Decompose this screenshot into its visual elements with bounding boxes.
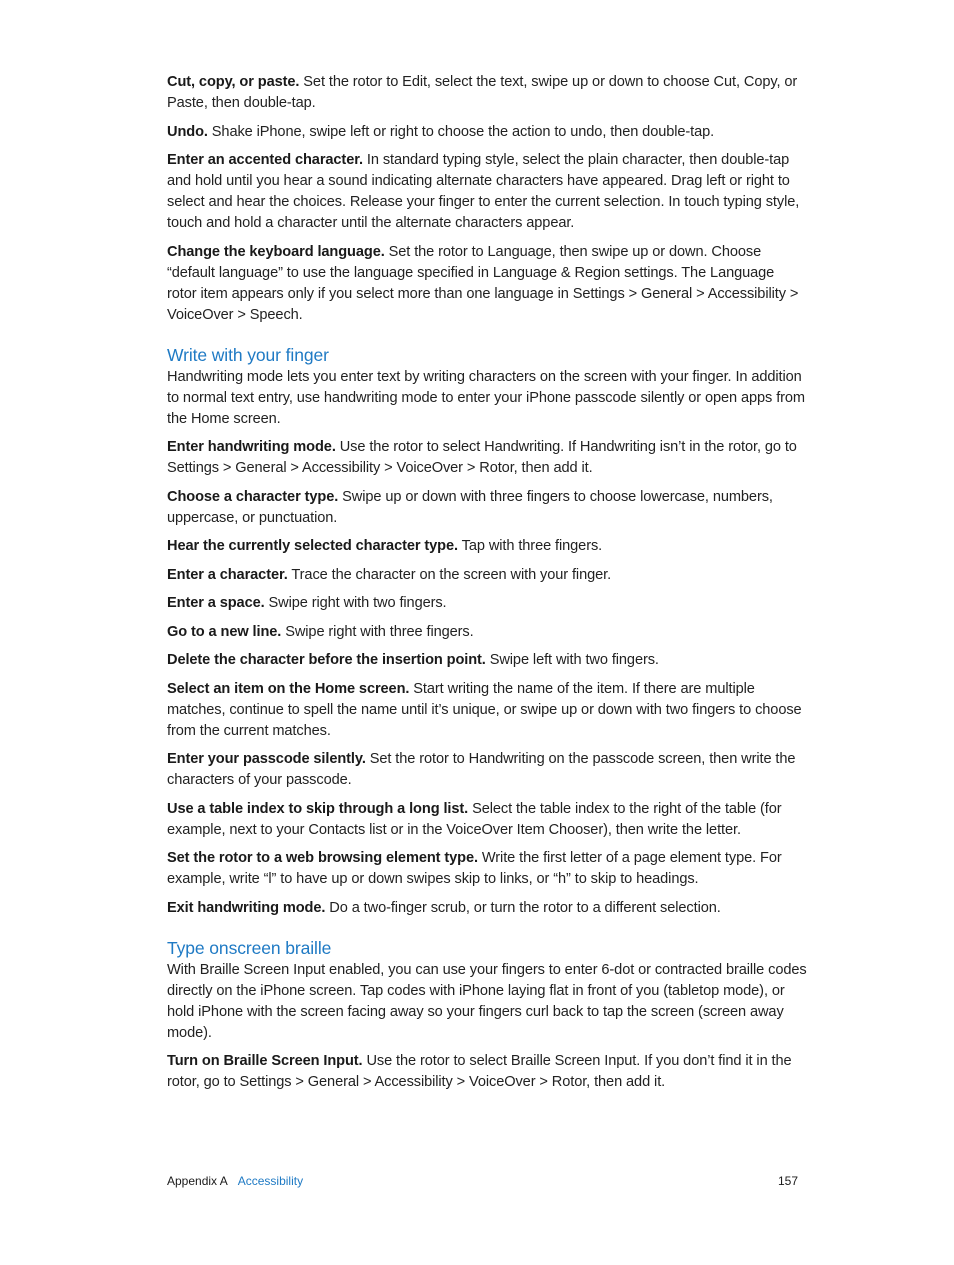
description: Use the rotor to select Handwriting. If Handwriting isn’t in the rotor, go to Settings > General > Accessibility > VoiceOver > Rotor, then add it. bbox=[167, 439, 797, 476]
footer-section-link[interactable]: Accessibility bbox=[237, 1174, 304, 1188]
term: Select an item on the Home screen. bbox=[167, 680, 410, 697]
section-intro: With Braille Screen Input enabled, you can use your fingers to enter 6-dot or contracted braille codes directly on the iPhone screen. Tap codes with iPhone laying flat in front of you (tabletop mode), or hold iPhone with the screen facing away so your fingers curl back to tap the screen (screen away mode). bbox=[167, 961, 807, 1041]
heading-onscreen-braille: Type onscreen braille bbox=[167, 937, 332, 958]
description: Tap with three fingers. bbox=[457, 538, 603, 554]
description: Trace the character on the screen with your finger. bbox=[287, 566, 612, 583]
description: Swipe up or down with three fingers to choose lowercase, numbers, uppercase, or punctuation. bbox=[167, 488, 773, 526]
page-number: 157 bbox=[777, 1174, 798, 1188]
paragraph-character-type bbox=[167, 487, 807, 529]
term: Hear the currently selected character type. bbox=[167, 538, 458, 554]
page-footer bbox=[167, 1172, 798, 1190]
description: Set the rotor to Handwriting on the passcode screen, then write the characters of your passcode. bbox=[167, 751, 796, 788]
term: Enter a space. bbox=[167, 595, 265, 611]
heading-write-with-finger: Write with your finger bbox=[167, 344, 329, 365]
paragraph-accented-character bbox=[167, 150, 807, 234]
term: Turn on Braille Screen Input. bbox=[167, 1053, 363, 1069]
paragraph-enter-space bbox=[167, 593, 807, 614]
paragraph-web-element bbox=[167, 848, 807, 890]
term: Use a table index to skip through a long list. bbox=[167, 800, 469, 817]
paragraph-exit-handwriting bbox=[167, 898, 807, 919]
description: Use the rotor to select Braille Screen Input. If you don’t find it in the rotor, go to Settings > General > Accessibility > VoiceOver > Rotor, then add it. bbox=[167, 1053, 792, 1090]
paragraph-undo bbox=[167, 122, 807, 143]
paragraph-select-home-item bbox=[167, 679, 807, 742]
term: Undo. bbox=[167, 123, 208, 140]
term: Set the rotor to a web browsing element type. bbox=[167, 850, 478, 866]
paragraph-keyboard-language bbox=[167, 242, 807, 326]
term: Enter handwriting mode. bbox=[167, 439, 336, 455]
paragraph-enter-character bbox=[167, 565, 807, 586]
term: Go to a new line. bbox=[167, 623, 282, 640]
description: In standard typing style, select the plain character, then double-tap and hold until you hear a sound indicating alternate characters have appeared. Drag left or right to select and hear the choices. Release your finger to enter the current selection. In touch typing style, touch and hold a character until the alternate characters appear. bbox=[167, 152, 800, 231]
description: Swipe left with two fingers. bbox=[485, 652, 659, 668]
paragraph-delete-character bbox=[167, 650, 807, 671]
term: Choose a character type. bbox=[167, 488, 339, 505]
paragraph-enter-handwriting bbox=[167, 437, 807, 479]
paragraph-hear-character-type bbox=[167, 536, 807, 557]
description: Swipe right with three fingers. bbox=[281, 623, 474, 640]
paragraph-cut-copy-paste bbox=[167, 72, 807, 114]
description: Shake iPhone, swipe left or right to choose the action to undo, then double-tap. bbox=[207, 123, 715, 140]
term: Enter an accented character. bbox=[167, 152, 363, 168]
paragraph-passcode bbox=[167, 749, 807, 791]
term: Enter a character. bbox=[167, 566, 288, 583]
paragraph-table-index bbox=[167, 799, 807, 841]
term: Delete the character before the insertion point. bbox=[167, 652, 486, 668]
term: Cut, copy, or paste. bbox=[167, 74, 300, 90]
description: Swipe right with two fingers. bbox=[264, 595, 447, 611]
page-content bbox=[167, 72, 807, 1101]
description: Select the table index to the right of the table (for example, next to your Contacts list or in the VoiceOver Item Chooser), then write the letter. bbox=[167, 800, 782, 838]
paragraph-braille-input bbox=[167, 1051, 807, 1093]
section-intro: Handwriting mode lets you enter text by writing characters on the screen with your finger. In addition to normal text entry, use handwriting mode to enter your iPhone passcode silently or open apps from the Home screen. bbox=[167, 368, 805, 427]
description: Set the rotor to Language, then swipe up or down. Choose “default language” to use the language specified in Language & Region settings. The Language rotor item appears only if you select more than one language in Settings > General > Accessibility > VoiceOver > Speech. bbox=[167, 243, 799, 323]
footer-appendix: Appendix A bbox=[167, 1174, 228, 1188]
description: Write the first letter of a page element type. For example, write “l” to have up or down swipes skip to links, or “h” to skip to headings. bbox=[167, 850, 782, 887]
description: Set the rotor to Edit, select the text, swipe up or down to choose Cut, Copy, or Paste, then double-tap. bbox=[167, 74, 798, 111]
paragraph-new-line bbox=[167, 622, 807, 643]
description: Start writing the name of the item. If there are multiple matches, continue to spell the name until it’s unique, or swipe up or down with two fingers to choose from the current matches. bbox=[167, 680, 802, 739]
term: Exit handwriting mode. bbox=[167, 899, 326, 916]
term: Enter your passcode silently. bbox=[167, 751, 366, 767]
term: Change the keyboard language. bbox=[167, 243, 385, 260]
description: Do a two-finger scrub, or turn the rotor to a different selection. bbox=[325, 899, 721, 916]
